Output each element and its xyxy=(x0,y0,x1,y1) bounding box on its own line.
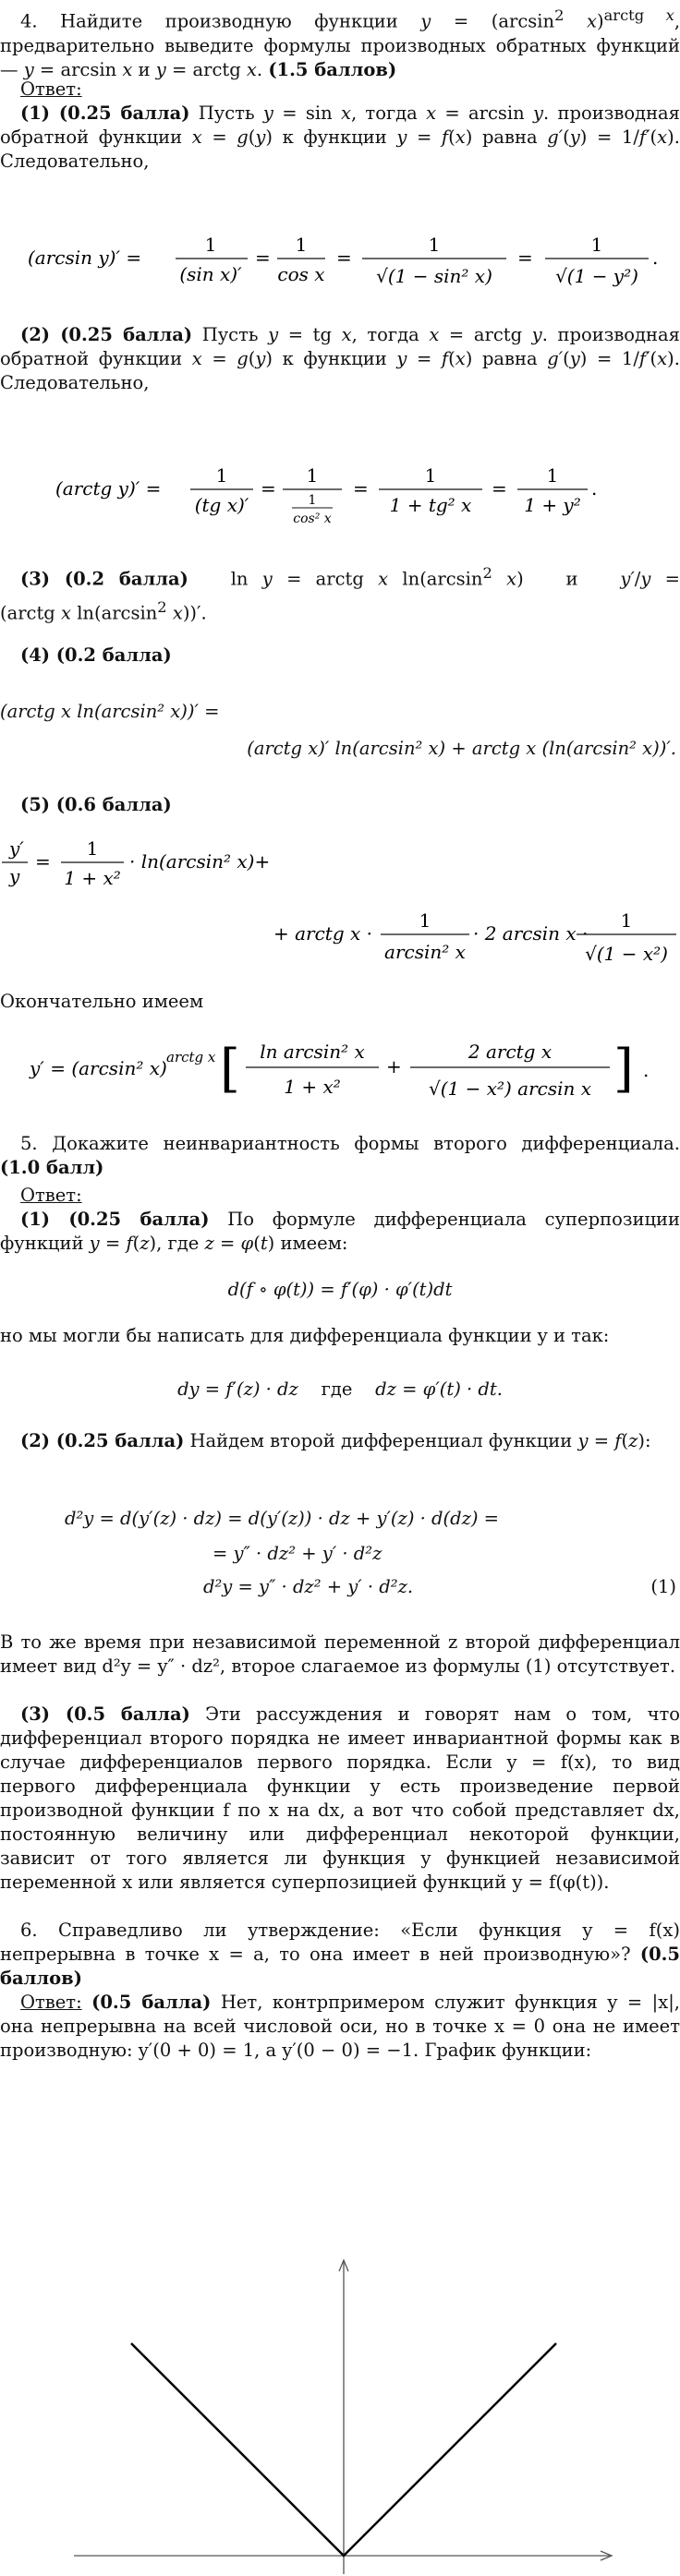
svg-text:cos² x: cos² x xyxy=(293,512,332,526)
svg-text:(sin x)′: (sin x)′ xyxy=(179,263,242,285)
svg-text:1: 1 xyxy=(620,909,633,932)
svg-text:1: 1 xyxy=(86,837,99,860)
task5-statement: 5. Докажите неинвариантность формы второго дифференциала. (1.0 балл) xyxy=(0,1133,680,1178)
task4-step3-text: (3) (0.2 балла) ln y = arctg x $\ln(\arcsin^2$ x) и y′/y = (arctg x $\ln(\arcsin^2$ x))′. xyxy=(0,564,680,623)
task5-step3-text: (3) (0.5 балла) Эти рассуждения и говорят нам о том, что дифференциал второго порядка не имеет инвариантной формы как в случае дифференциалов первого порядка. Если y = f(x), то вид первого дифференциала функции y есть произведение первой производной функции f по x на dx, а вот что собой представляет dx, постоянную величину или дифференциал некоторой функции, зависит от того является ли функция y функцией независимой переменной x или является суперпозицией функций y = f(φ(t)). xyxy=(0,1703,680,1893)
task5-step1-text: (1) (0.25 балла) По формуле дифференциала суперпозиции функций y = f(z), где z = φ(t) имеем: xyxy=(0,1209,680,1254)
svg-text:=: = xyxy=(261,477,276,500)
svg-text:1: 1 xyxy=(308,493,317,508)
task4-final-text: Окончательно имеем xyxy=(0,991,204,1012)
task5-step1-formula: d(f ∘ φ(t)) = f′(φ) · φ′(t)dt xyxy=(227,1279,453,1300)
svg-text:1 + x²: 1 + x² xyxy=(64,867,121,889)
svg-text:y: y xyxy=(9,865,20,887)
svg-text:(arcsin y)′ =: (arcsin y)′ = xyxy=(28,247,142,269)
svg-text:1: 1 xyxy=(424,464,437,487)
svg-text:(tg x)′: (tg x)′ xyxy=(194,494,249,516)
svg-text:√(1 − x²) arcsin x: √(1 − x²) arcsin x xyxy=(428,1077,592,1100)
svg-text:=: = xyxy=(336,247,352,269)
svg-text:]: ] xyxy=(613,1039,634,1099)
task5-answer-label: Ответ: xyxy=(20,1185,82,1206)
task4-statement: 4. Найдите производную функции $y = (\arcsin^2$ x)$^{arctg x}$, предварительно выведите формулы производных обратных функций — y = arcsin x и y = arctg x. (1.5 баллов) xyxy=(0,6,680,80)
task4-step4-formula-b: (arctg x)′ ln(arcsin² x) + arctg x (ln(arcsin² x))′. xyxy=(247,738,676,759)
task4-final-formula xyxy=(0,1016,680,1117)
equation-number: (1) xyxy=(650,1576,676,1597)
svg-text:1: 1 xyxy=(295,234,308,256)
svg-text:y′: y′ xyxy=(9,837,24,860)
task5-step2-formula-line2: = y″ · dz² + y′ · d²z xyxy=(212,1543,382,1564)
task5-step2-formula-line1: d²y = d(y′(z) · dz) = d(y′(z)) · dz + y′(z) · d(dz) = xyxy=(65,1508,500,1529)
svg-text:· 2 arcsin x ·: · 2 arcsin x · xyxy=(473,922,589,945)
svg-text:√(1 − x²): √(1 − x²) xyxy=(585,943,668,965)
svg-text:ln arcsin² x: ln arcsin² x xyxy=(260,1041,365,1063)
svg-text:+ arctg x ·: + arctg x · xyxy=(273,922,372,945)
svg-text:1 + y²: 1 + y² xyxy=(524,494,581,516)
task5-step1-text2: но мы могли бы написать для дифференциала функции y и так: xyxy=(0,1325,610,1346)
task4-step4-label: (4) (0.2 балла) xyxy=(20,644,172,666)
svg-text:.: . xyxy=(652,247,659,269)
task4-step1-text: (1) (0.25 балла) Пусть y = sin x, тогда x = arcsin y. производная обратной функции x = g(y) к функции y = f(x) равна g′(y) = 1/f′(x). Следовательно, xyxy=(0,102,680,172)
task5-step1-formula2: dy = f′(z) · dz где dz = φ′(t) · dt. xyxy=(177,1378,503,1400)
task4-step1-formula xyxy=(0,222,680,295)
svg-text:=: = xyxy=(255,247,271,269)
svg-text:· ln(arcsin² x)+: · ln(arcsin² x)+ xyxy=(129,850,271,873)
svg-text:1: 1 xyxy=(419,909,431,932)
graph-plot-area xyxy=(74,2260,612,2574)
svg-text:1 + tg² x: 1 + tg² x xyxy=(389,494,472,516)
task4-step2-text: (2) (0.25 балла) Пусть y = tg x, тогда x = arctg y. производная обратной функции x = g(y) к функции y = f(x) равна g′(y) = 1/f′(x). Следовательно, xyxy=(0,324,680,393)
svg-text:2 arctg x: 2 arctg x xyxy=(468,1041,552,1063)
svg-text:√(1 − sin² x): √(1 − sin² x) xyxy=(376,265,492,287)
task4-step5-formula xyxy=(0,835,680,973)
svg-text:.: . xyxy=(591,477,598,500)
svg-text:=: = xyxy=(35,850,51,873)
svg-text:1: 1 xyxy=(306,464,319,487)
svg-text:1: 1 xyxy=(204,234,217,256)
abs-function-graph xyxy=(0,2253,680,2576)
svg-text:arcsin² x: arcsin² x xyxy=(384,941,466,963)
task5-step2-text2: В то же время при независимой переменной z второй дифференциал имеет вид d²y = y″ · dz², второе слагаемое из формулы (1) отсутствует. xyxy=(0,1631,680,1677)
svg-text:=: = xyxy=(517,247,533,269)
svg-text:1: 1 xyxy=(546,464,559,487)
task4-step2-formula xyxy=(0,451,680,534)
task6-answer: Ответ: (0.5 балла) Нет, контрпримером служит функция y = |x|, она непрерывна на всей числовой оси, но в точке x = 0 она не имеет производную: y′(0 + 0) = 1, а y′(0 − 0) = −1. График функции: xyxy=(0,1992,680,2061)
svg-text:arctg x: arctg x xyxy=(166,1049,216,1065)
svg-text:[: [ xyxy=(220,1039,240,1099)
task4-step4-formula-a: (arctg x ln(arcsin² x))′ = xyxy=(0,701,220,722)
svg-text:√(1 − y²): √(1 − y²) xyxy=(555,265,638,287)
svg-text:1 + x²: 1 + x² xyxy=(284,1076,341,1098)
svg-text:1: 1 xyxy=(215,464,228,487)
task5-step2-text: (2) (0.25 балла) Найдем второй дифференциал функции y = f(z): xyxy=(20,1430,651,1451)
svg-text:=: = xyxy=(492,477,507,500)
task4-answer-label: Ответ: xyxy=(20,78,82,100)
svg-text:.: . xyxy=(643,1059,650,1081)
svg-text:1: 1 xyxy=(428,234,441,256)
svg-text:1: 1 xyxy=(590,234,603,256)
svg-text:y′ = (arcsin² x): y′ = (arcsin² x) xyxy=(30,1057,167,1079)
task6-statement: 6. Справедливо ли утверждение: «Если функция y = f(x) непрерывна в точке x = a, то она имеет в ней производную»? (0.5 баллов) xyxy=(0,1920,680,1989)
task5-step2-formula-line3: d²y = y″ · dz² + y′ · d²z. xyxy=(203,1576,414,1597)
task4-step5-label: (5) (0.6 балла) xyxy=(20,794,172,815)
svg-text:=: = xyxy=(353,477,369,500)
svg-text:+: + xyxy=(386,1055,402,1077)
svg-text:(arctg y)′ =: (arctg y)′ = xyxy=(55,477,162,500)
svg-text:cos x: cos x xyxy=(277,263,325,285)
